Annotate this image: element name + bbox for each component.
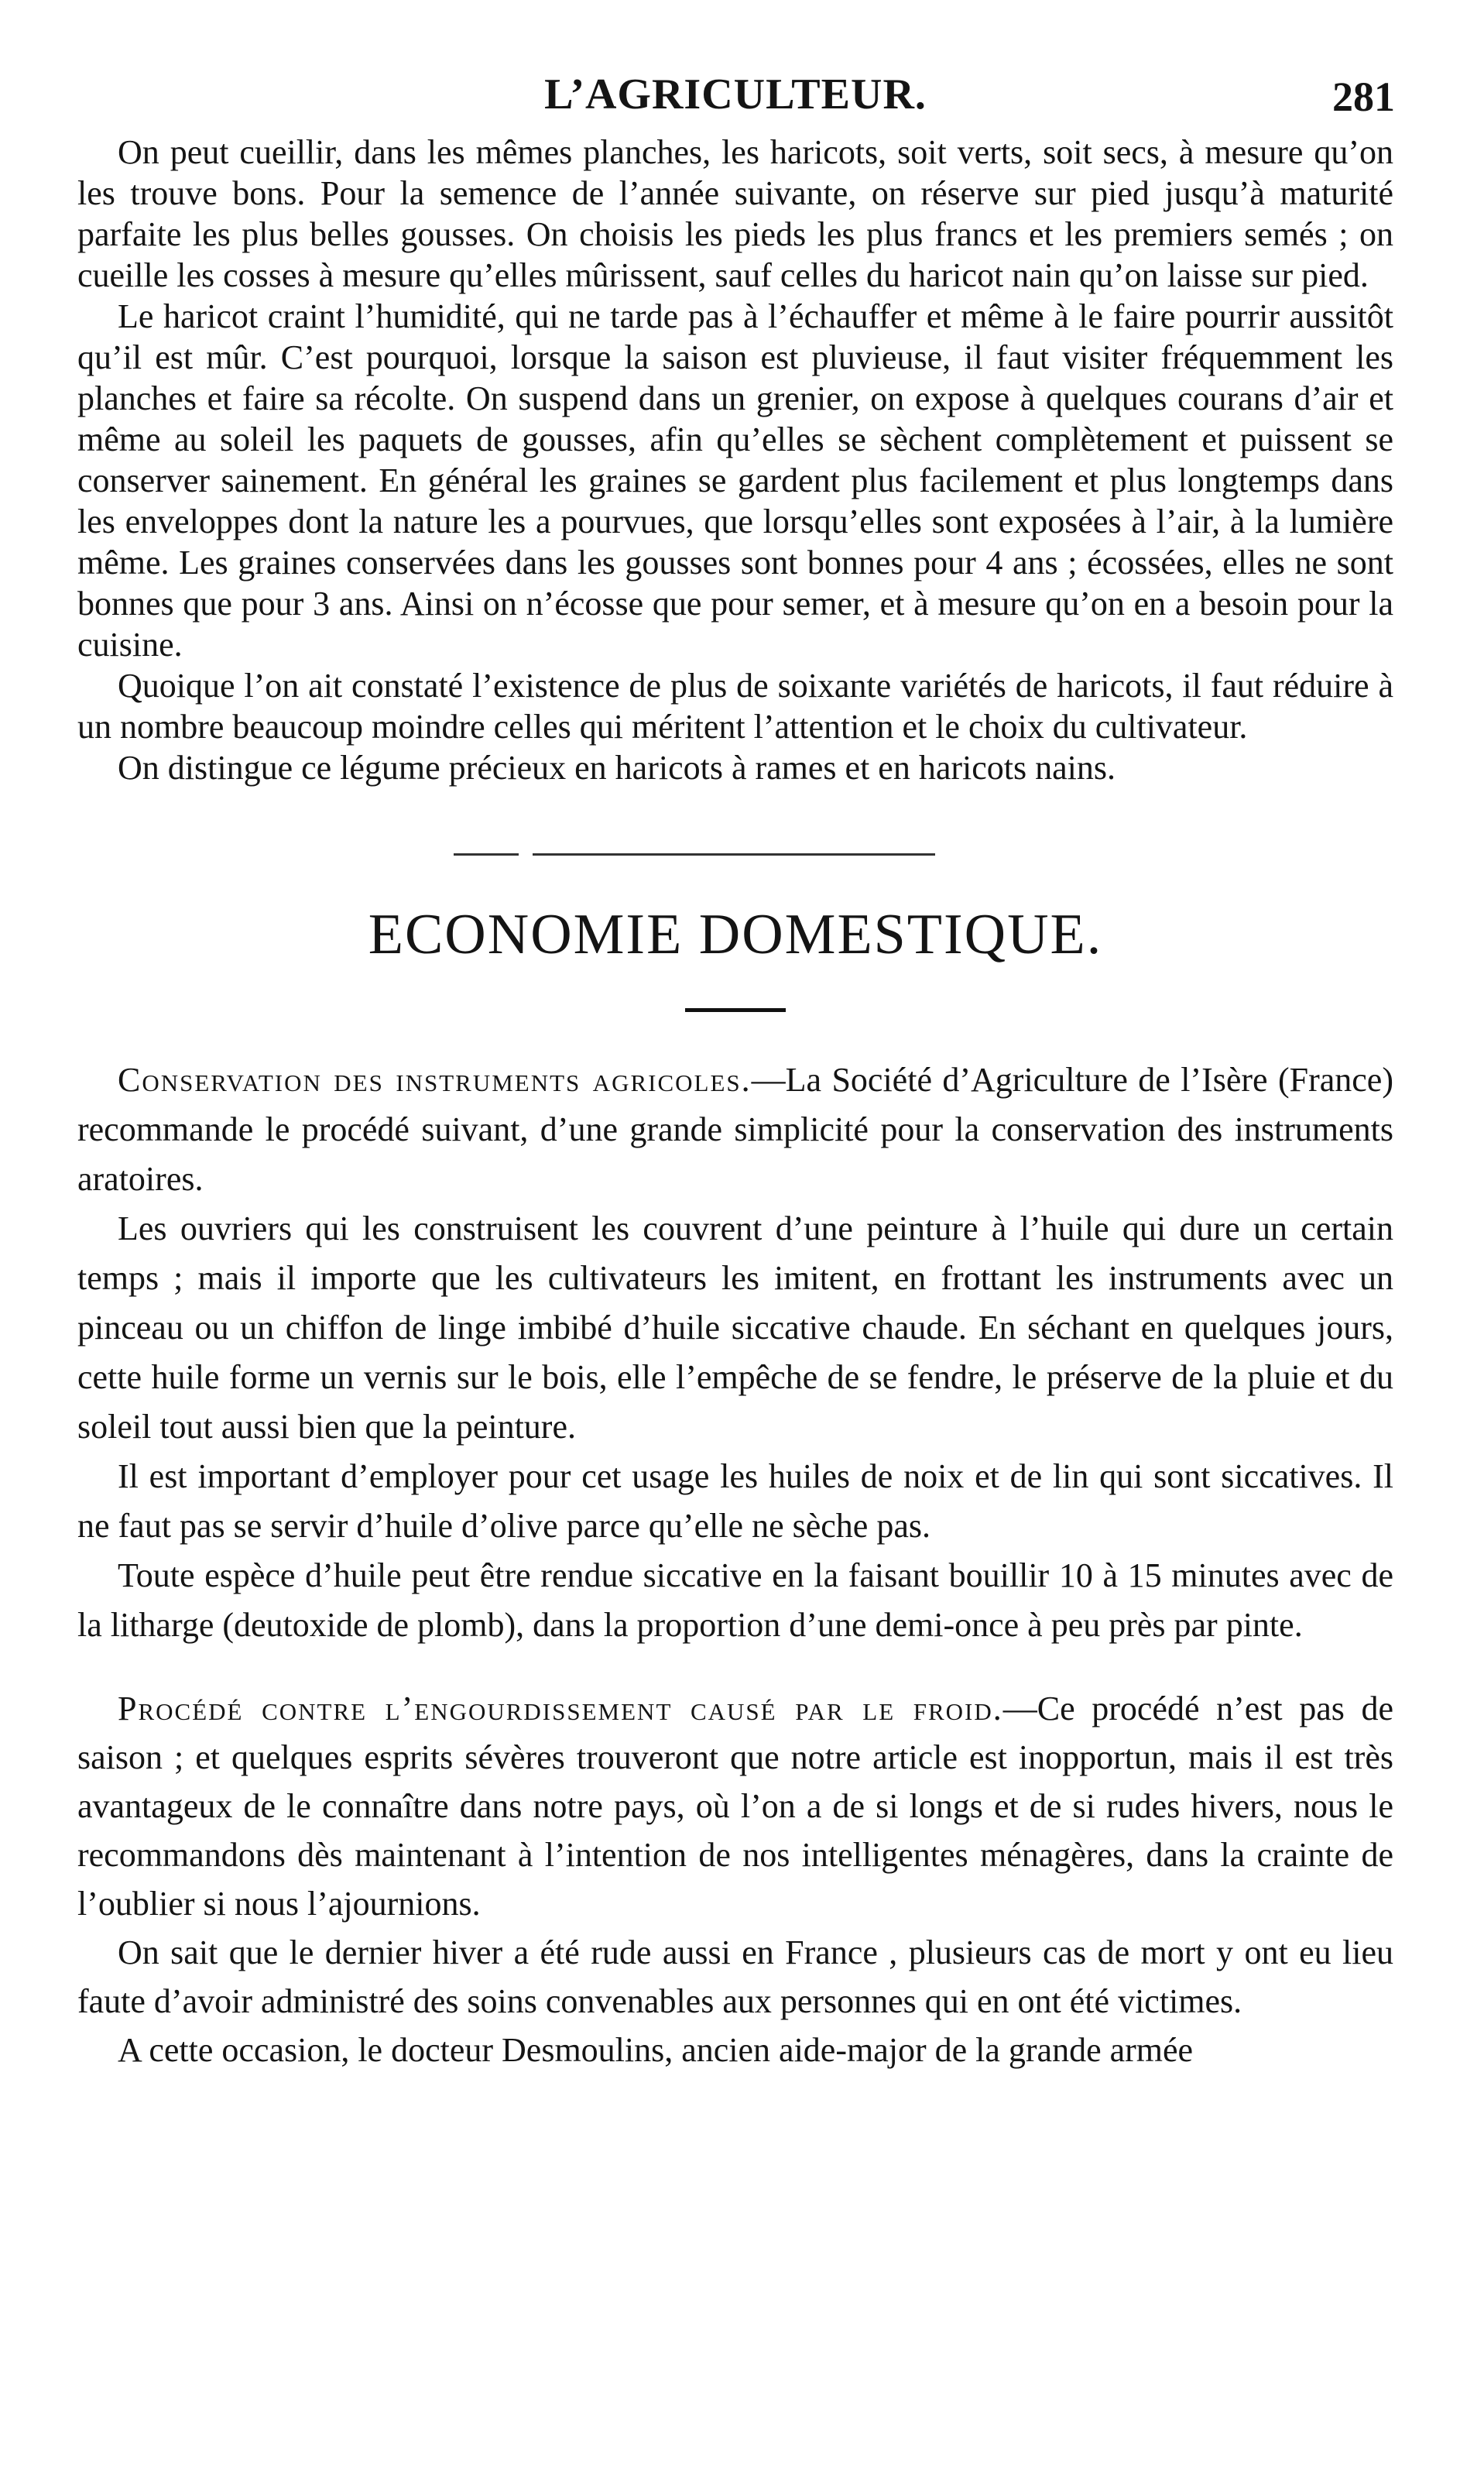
paragraph: Les ouvriers qui les construisent les couvrent d’une peinture à l’huile qui dure un certain temps ; mais il importe que les cultivateurs les imitent, en frottant les instruments avec un pinceau ou un chiffon de linge imbibé d’huile siccative chaude. En séchant en quelques jours, cette huile forme un vernis sur le bois, elle l’empêche de se fendre, le préserve de la pluie et du soleil tout aussi bien que la peinture.: [77, 1209, 1393, 1446]
title-rule: [685, 1008, 786, 1012]
paragraph: Il est important d’employer pour cet usage les huiles de noix et de lin qui sont siccatives. Il ne faut pas se servir d’huile d’olive parce qu’elle ne sèche pas.: [77, 1457, 1393, 1545]
section-title: ECONOMIE DOMESTIQUE.: [368, 903, 1103, 966]
paragraph: On peut cueillir, dans les mêmes planches, les haricots, soit verts, soit secs, à mesure qu’on les trouve bons. Pour la semence de l’année suivante, on réserve sur pied jusqu’à maturité parfaite les plus belles gousses. On choisis les pieds les plus francs et les premiers semés ; on cueille les cosses à mesure qu’elles mûrissent, sauf celles du haricot nain qu’on laisse sur pied.: [77, 133, 1393, 294]
article-lead-paragraph: [77, 1055, 1393, 1204]
paragraph: On sait que le dernier hiver a été rude aussi en France , plusieurs cas de mort y ont eu lieu faute d’avoir administré des soins convenables aux personnes qui en ont été victimes.: [77, 1933, 1393, 2020]
paragraph: Le haricot craint l’humidité, qui ne tarde pas à l’échauffer et même à le faire pourrir aussitôt qu’il est mûr. C’est pourquoi, lorsque la saison est pluvieuse, il faut visiter fréquemment les planches et faire sa récolte. On suspend dans un grenier, on expose à quelques courans d’air et même au soleil les paquets de gousses, afin qu’elles se sèchent complètement et puissent se conserver sainement. En général les graines se gardent plus facilement et plus longtemps dans les enveloppes dont la nature les a pourvues, que lorsqu’elles sont exposées à l’air, à la lumière même. Les graines conservées dans les gousses sont bonnes pour 4 ans ; écossées, elles ne sont bonnes que pour 3 ans. Ainsi on n’écosse que pour semer, et à mesure qu’on en a besoin pour la cuisine.: [77, 297, 1393, 664]
article-lead-text: —La Société d’Agriculture de l’Isère (France) recommande le procédé suivant, d’une grande simplicité pour la conservation des instruments aratoires.: [77, 1061, 1393, 1198]
separator-rule: [533, 853, 935, 856]
paragraph: A cette occasion, le docteur Desmoulins, ancien aide-major de la grande armée: [118, 2031, 1194, 2069]
running-head: [77, 54, 1393, 132]
article-heading: Procédé contre l’engourdissement causé par le froid.: [118, 1690, 1003, 1727]
article-heading: Conservation des instruments agricoles.: [118, 1061, 752, 1099]
section-separator: [77, 822, 1393, 892]
section-engourdissement: [77, 1684, 1393, 2074]
page-number: 281: [1332, 74, 1395, 120]
section-conservation: [77, 1055, 1393, 1650]
article-lead-paragraph: [77, 1684, 1393, 1928]
running-title: L’AGRICULTEUR.: [544, 70, 927, 118]
paragraph: Toute espèce d’huile peut être rendue siccative en la faisant bouillir 10 à 15 minutes avec de la litharge (deutoxide de plomb), dans la proportion d’une demi-once à peu près par pinte.: [77, 1556, 1393, 1644]
article-lead-text: —Ce procédé n’est pas de saison ; et quelques esprits sévères trouveront que notre article est inopportun, mais il est très avantageux de le connaître dans notre pays, où l’on a de si longs et de si rudes hivers, nous le recommandons dès maintenant à l’intention de nos intelligentes ménagères, dans la crainte de l’oublier si nous l’ajournions.: [77, 1690, 1393, 1923]
separator-rule: [454, 853, 519, 856]
paragraph: Quoique l’on ait constaté l’existence de plus de soixante variétés de haricots, il faut réduire à un nombre beaucoup moindre celles qui méritent l’attention et le choix du cultivateur.: [77, 667, 1393, 746]
paragraph: On distingue ce légume précieux en haricots à rames et en haricots nains.: [118, 749, 1116, 787]
page: [77, 54, 1393, 2074]
section-haricots: [77, 132, 1393, 788]
